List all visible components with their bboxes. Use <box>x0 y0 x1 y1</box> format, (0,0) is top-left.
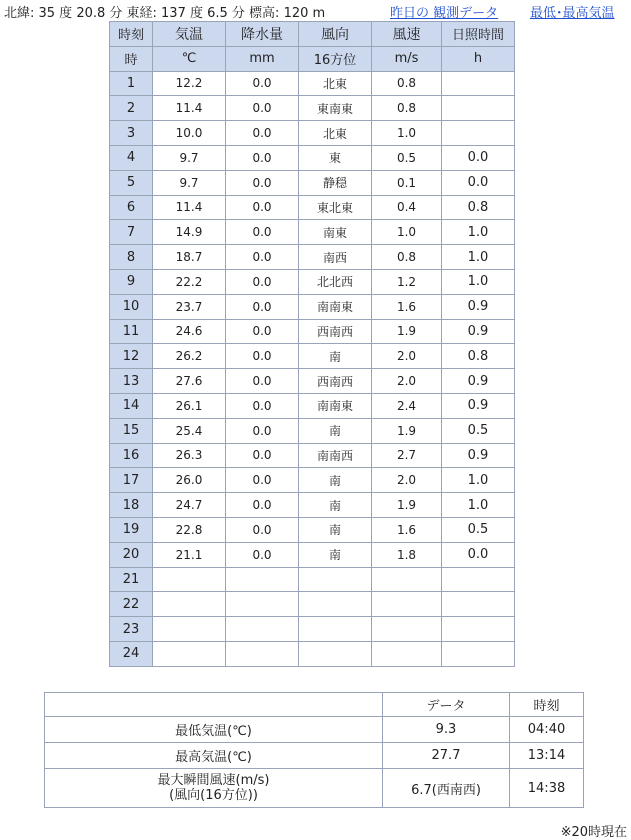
row-temperature: 27.6 <box>153 369 226 394</box>
table-row <box>110 195 515 220</box>
row-sunshine <box>442 121 515 146</box>
row-wind-speed <box>372 617 442 642</box>
row-temperature: 22.2 <box>153 269 226 294</box>
row-sunshine: 0.0 <box>442 145 515 170</box>
row-temperature: 11.4 <box>153 195 226 220</box>
row-sunshine <box>442 567 515 592</box>
row-precipitation: 0.0 <box>226 294 299 319</box>
row-wind-direction: 南 <box>299 418 372 443</box>
row-wind-speed: 1.2 <box>372 269 442 294</box>
table-row <box>110 592 515 617</box>
row-temperature: 25.4 <box>153 418 226 443</box>
row-hour: 11 <box>110 319 153 344</box>
row-hour: 3 <box>110 121 153 146</box>
row-precipitation: 0.0 <box>226 220 299 245</box>
row-wind-direction: 南西 <box>299 245 372 270</box>
row-sunshine <box>442 96 515 121</box>
row-hour: 13 <box>110 369 153 394</box>
table-row <box>110 418 515 443</box>
row-wind-speed: 1.9 <box>372 493 442 518</box>
row-sunshine: 1.0 <box>442 269 515 294</box>
row-sunshine: 0.8 <box>442 344 515 369</box>
row-temperature: 21.1 <box>153 542 226 567</box>
row-precipitation: 0.0 <box>226 443 299 468</box>
row-wind-speed: 2.0 <box>372 369 442 394</box>
row-wind-speed: 1.6 <box>372 517 442 542</box>
row-wind-direction: 北北西 <box>299 269 372 294</box>
summary-time: 13:14 <box>510 743 584 769</box>
row-wind-speed: 2.0 <box>372 344 442 369</box>
row-wind-speed: 0.1 <box>372 170 442 195</box>
row-sunshine: 1.0 <box>442 493 515 518</box>
row-wind-direction: 東南東 <box>299 96 372 121</box>
row-temperature: 9.7 <box>153 170 226 195</box>
row-precipitation: 0.0 <box>226 245 299 270</box>
row-wind-speed: 2.0 <box>372 468 442 493</box>
row-temperature: 12.2 <box>153 71 226 96</box>
row-hour: 1 <box>110 71 153 96</box>
row-wind-speed: 0.4 <box>372 195 442 220</box>
row-hour: 24 <box>110 641 153 666</box>
row-wind-speed: 2.4 <box>372 393 442 418</box>
row-precipitation <box>226 641 299 666</box>
row-hour: 4 <box>110 145 153 170</box>
row-hour: 7 <box>110 220 153 245</box>
row-wind-speed <box>372 592 442 617</box>
row-hour: 12 <box>110 344 153 369</box>
row-temperature: 24.7 <box>153 493 226 518</box>
row-wind-speed: 0.8 <box>372 245 442 270</box>
row-precipitation: 0.0 <box>226 319 299 344</box>
table-row <box>110 71 515 96</box>
row-wind-speed: 0.8 <box>372 96 442 121</box>
row-sunshine: 1.0 <box>442 245 515 270</box>
row-wind-direction: 南南西 <box>299 443 372 468</box>
table-row <box>110 145 515 170</box>
row-temperature: 9.7 <box>153 145 226 170</box>
row-hour: 23 <box>110 617 153 642</box>
row-sunshine <box>442 617 515 642</box>
unit-wind-speed: m/s <box>372 46 442 71</box>
table-row <box>110 96 515 121</box>
header-sunshine: 日照時間 <box>442 22 515 47</box>
summary-label: 最高気温(℃) <box>45 743 383 769</box>
unit-precipitation: mm <box>226 46 299 71</box>
row-wind-speed <box>372 641 442 666</box>
row-hour: 16 <box>110 443 153 468</box>
row-sunshine: 0.0 <box>442 170 515 195</box>
summary-time: 14:38 <box>510 769 584 808</box>
table-row <box>110 493 515 518</box>
row-precipitation: 0.0 <box>226 344 299 369</box>
header-precipitation: 降水量 <box>226 22 299 47</box>
row-wind-speed: 2.7 <box>372 443 442 468</box>
row-sunshine: 0.5 <box>442 517 515 542</box>
row-sunshine: 0.0 <box>442 542 515 567</box>
row-temperature: 26.0 <box>153 468 226 493</box>
summary-row-max-gust <box>45 769 584 808</box>
daily-summary-table <box>44 692 584 808</box>
row-sunshine <box>442 71 515 96</box>
row-hour: 10 <box>110 294 153 319</box>
row-hour: 19 <box>110 517 153 542</box>
row-sunshine: 0.9 <box>442 443 515 468</box>
header-wind-direction: 風向 <box>299 22 372 47</box>
table-row <box>110 121 515 146</box>
row-precipitation: 0.0 <box>226 468 299 493</box>
table-row <box>110 617 515 642</box>
row-precipitation: 0.0 <box>226 493 299 518</box>
header-temperature: 気温 <box>153 22 226 47</box>
row-precipitation: 0.0 <box>226 195 299 220</box>
summary-label-line2: (風向(16方位)) <box>169 788 258 803</box>
row-hour: 5 <box>110 170 153 195</box>
row-temperature: 24.6 <box>153 319 226 344</box>
row-temperature: 22.8 <box>153 517 226 542</box>
row-precipitation <box>226 592 299 617</box>
row-wind-speed: 0.5 <box>372 145 442 170</box>
row-sunshine <box>442 641 515 666</box>
table-row <box>110 344 515 369</box>
row-precipitation: 0.0 <box>226 269 299 294</box>
row-wind-speed <box>372 567 442 592</box>
row-temperature <box>153 592 226 617</box>
row-precipitation: 0.0 <box>226 170 299 195</box>
summary-header-data: データ <box>383 693 510 717</box>
row-wind-direction <box>299 641 372 666</box>
table-row <box>110 245 515 270</box>
summary-label: 最低気温(℃) <box>45 717 383 743</box>
row-wind-direction: 北東 <box>299 121 372 146</box>
row-wind-speed: 1.8 <box>372 542 442 567</box>
row-wind-direction: 南 <box>299 493 372 518</box>
row-sunshine: 0.9 <box>442 319 515 344</box>
row-wind-direction: 西南西 <box>299 369 372 394</box>
row-sunshine: 1.0 <box>442 220 515 245</box>
row-precipitation <box>226 567 299 592</box>
row-precipitation: 0.0 <box>226 517 299 542</box>
summary-header-time: 時刻 <box>510 693 584 717</box>
row-wind-direction <box>299 592 372 617</box>
row-hour: 2 <box>110 96 153 121</box>
row-wind-direction: 東 <box>299 145 372 170</box>
summary-header-row <box>45 693 584 717</box>
row-precipitation: 0.0 <box>226 542 299 567</box>
row-precipitation <box>226 617 299 642</box>
row-wind-direction: 南 <box>299 542 372 567</box>
row-precipitation: 0.0 <box>226 121 299 146</box>
row-hour: 22 <box>110 592 153 617</box>
row-sunshine: 0.9 <box>442 294 515 319</box>
row-precipitation: 0.0 <box>226 418 299 443</box>
row-wind-direction: 南 <box>299 344 372 369</box>
row-precipitation: 0.0 <box>226 71 299 96</box>
row-sunshine: 0.9 <box>442 393 515 418</box>
table-row <box>110 542 515 567</box>
row-temperature: 26.2 <box>153 344 226 369</box>
row-wind-direction: 南南東 <box>299 294 372 319</box>
row-temperature: 26.1 <box>153 393 226 418</box>
row-sunshine <box>442 592 515 617</box>
header-row-labels <box>110 22 515 47</box>
unit-sunshine: h <box>442 46 515 71</box>
row-temperature: 26.3 <box>153 443 226 468</box>
row-hour: 21 <box>110 567 153 592</box>
row-hour: 18 <box>110 493 153 518</box>
row-hour: 14 <box>110 393 153 418</box>
table-row <box>110 294 515 319</box>
row-temperature: 10.0 <box>153 121 226 146</box>
row-wind-speed: 1.9 <box>372 319 442 344</box>
yesterday-data-link[interactable]: 昨日の 観測データ <box>390 6 499 21</box>
table-row <box>110 641 515 666</box>
summary-row-max-temp <box>45 743 584 769</box>
summary-label <box>45 769 383 808</box>
row-temperature: 23.7 <box>153 294 226 319</box>
table-row <box>110 517 515 542</box>
row-hour: 8 <box>110 245 153 270</box>
row-hour: 9 <box>110 269 153 294</box>
row-precipitation: 0.0 <box>226 145 299 170</box>
hourly-observation-table <box>109 21 515 667</box>
summary-value: 6.7(西南西) <box>383 769 510 808</box>
summary-row-min-temp <box>45 717 584 743</box>
row-wind-direction <box>299 617 372 642</box>
location-coordinates: 北緯: 35 度 20.8 分 東経: 137 度 6.5 分 標高: 120 m <box>4 6 326 21</box>
row-precipitation: 0.0 <box>226 369 299 394</box>
timestamp-note: ※20時現在 <box>560 825 627 840</box>
summary-header-blank <box>45 693 383 717</box>
row-sunshine: 0.5 <box>442 418 515 443</box>
header-hour: 時刻 <box>110 22 153 47</box>
table-row <box>110 319 515 344</box>
unit-wind-direction: 16方位 <box>299 46 372 71</box>
row-wind-speed: 1.6 <box>372 294 442 319</box>
row-sunshine: 0.8 <box>442 195 515 220</box>
summary-value: 27.7 <box>383 743 510 769</box>
header-row-units <box>110 46 515 71</box>
row-wind-direction <box>299 567 372 592</box>
table-row <box>110 567 515 592</box>
row-wind-speed: 1.0 <box>372 220 442 245</box>
row-wind-direction: 南 <box>299 468 372 493</box>
table-row <box>110 443 515 468</box>
unit-hour: 時 <box>110 46 153 71</box>
row-temperature <box>153 617 226 642</box>
row-temperature: 18.7 <box>153 245 226 270</box>
summary-label-line1: 最大瞬間風速(m/s) <box>157 773 270 788</box>
table-row <box>110 170 515 195</box>
row-precipitation: 0.0 <box>226 393 299 418</box>
summary-time: 04:40 <box>510 717 584 743</box>
row-temperature: 11.4 <box>153 96 226 121</box>
min-max-temperature-link[interactable]: 最低･最高気温 <box>530 6 615 21</box>
unit-temperature: ℃ <box>153 46 226 71</box>
row-wind-direction: 西南西 <box>299 319 372 344</box>
row-sunshine: 0.9 <box>442 369 515 394</box>
row-wind-direction: 北東 <box>299 71 372 96</box>
row-wind-direction: 南東 <box>299 220 372 245</box>
row-sunshine: 1.0 <box>442 468 515 493</box>
summary-value: 9.3 <box>383 717 510 743</box>
row-temperature <box>153 567 226 592</box>
header-wind-speed: 風速 <box>372 22 442 47</box>
table-row <box>110 393 515 418</box>
row-wind-direction: 東北東 <box>299 195 372 220</box>
table-row <box>110 220 515 245</box>
row-wind-direction: 南南東 <box>299 393 372 418</box>
row-temperature <box>153 641 226 666</box>
table-row <box>110 468 515 493</box>
row-wind-direction: 静穏 <box>299 170 372 195</box>
row-hour: 20 <box>110 542 153 567</box>
row-wind-speed: 1.9 <box>372 418 442 443</box>
row-hour: 6 <box>110 195 153 220</box>
row-wind-direction: 南 <box>299 517 372 542</box>
row-hour: 17 <box>110 468 153 493</box>
row-precipitation: 0.0 <box>226 96 299 121</box>
table-row <box>110 269 515 294</box>
row-wind-speed: 0.8 <box>372 71 442 96</box>
row-wind-speed: 1.0 <box>372 121 442 146</box>
table-row <box>110 369 515 394</box>
row-temperature: 14.9 <box>153 220 226 245</box>
row-hour: 15 <box>110 418 153 443</box>
